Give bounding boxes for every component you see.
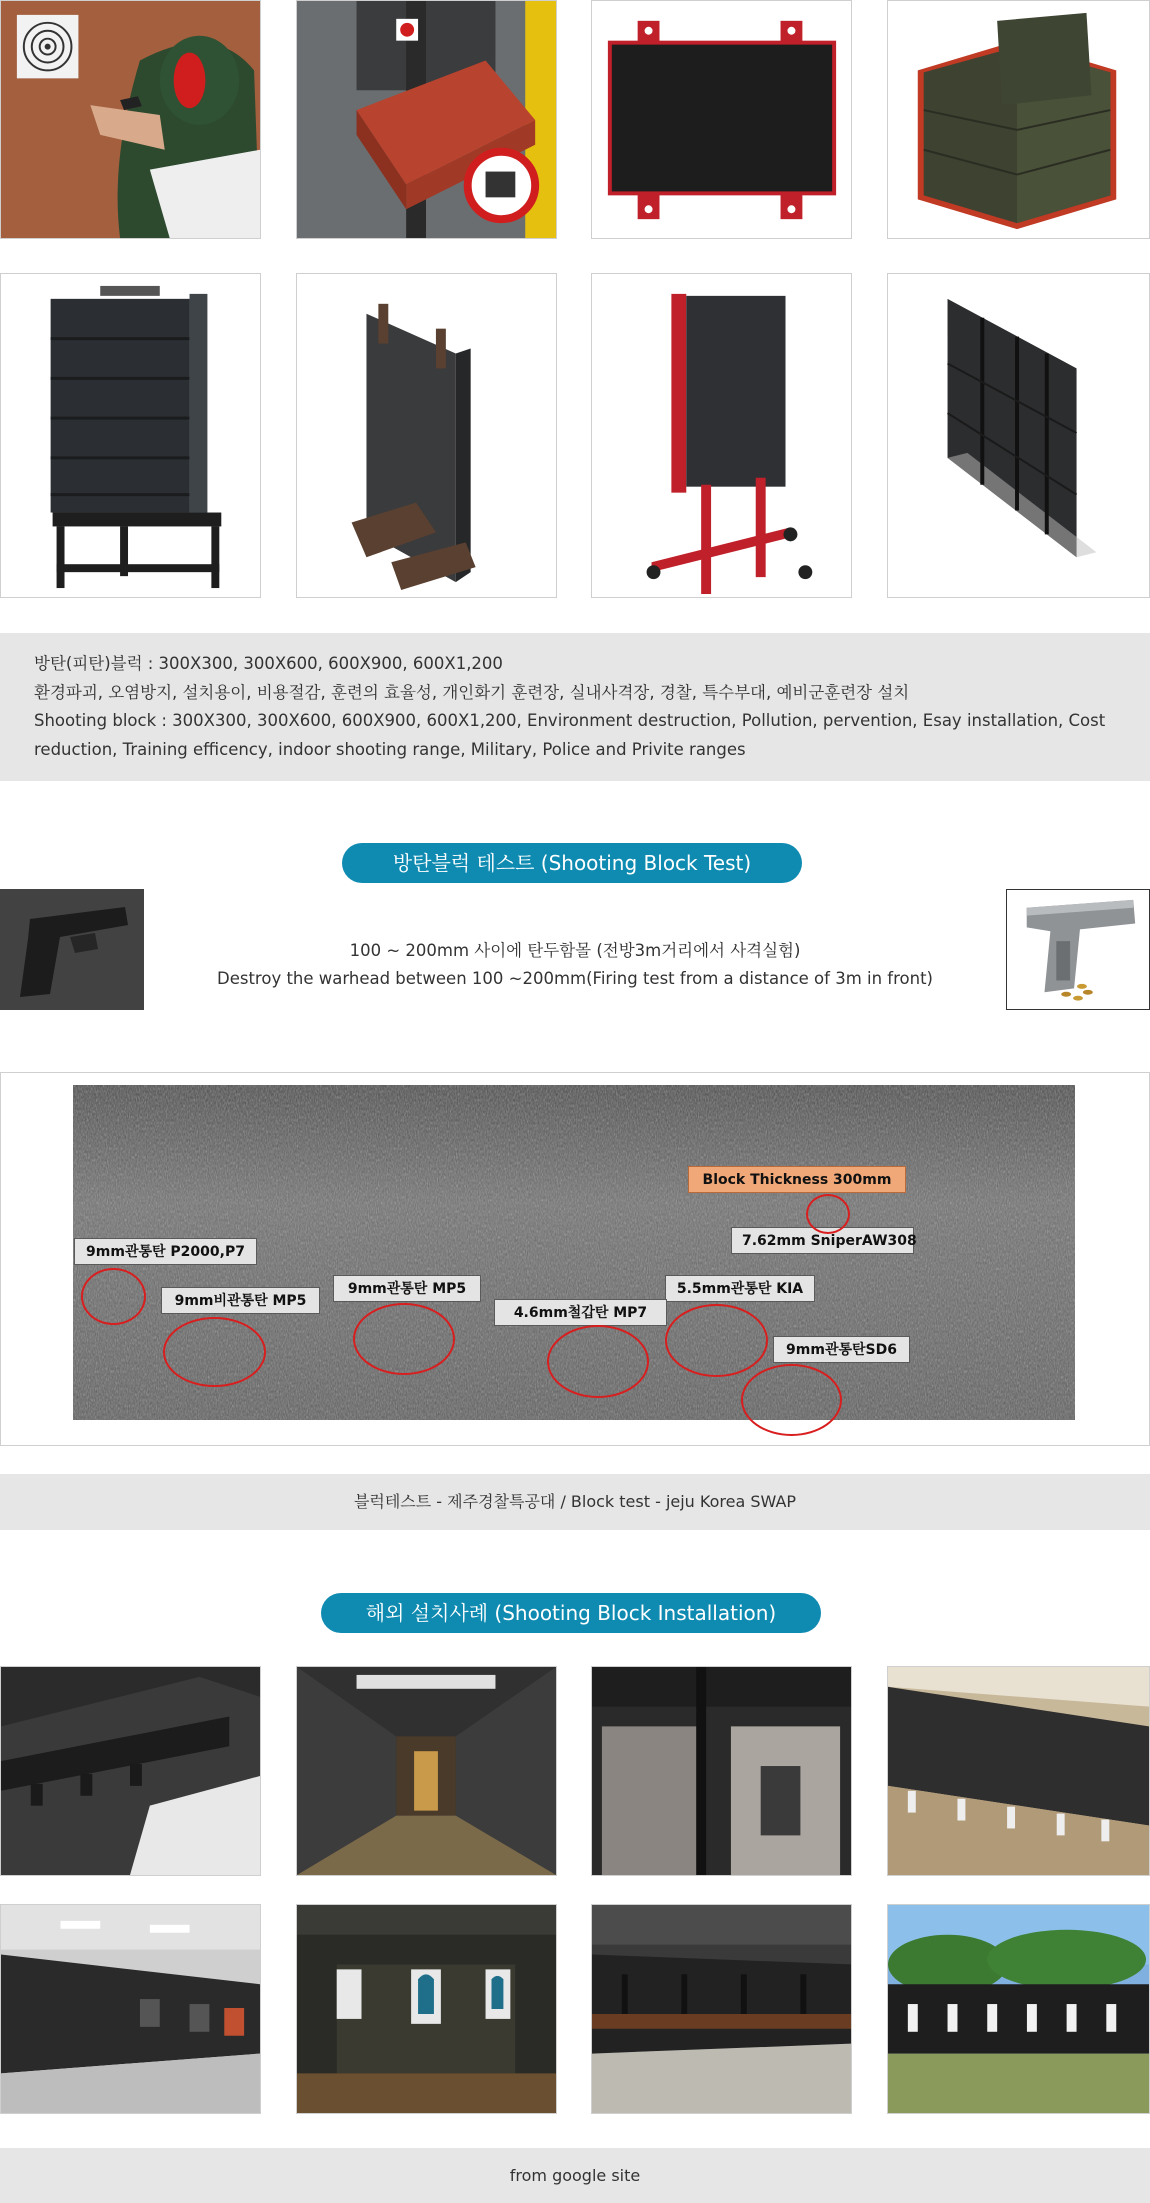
block-wall-row-photo [887,273,1150,598]
impact-circle-sniper [806,1194,850,1234]
pistol-bullets-photo [1006,889,1150,1010]
impact-circle-mp5-nonpen [163,1317,266,1387]
installation-photo-2 [296,1666,557,1876]
pistol-photo-left [0,889,144,1010]
red-frame-block-stand-photo [591,273,852,598]
impact-circle-mp5 [353,1303,455,1375]
installation-photo-6 [296,1904,557,2114]
block-stand-photo [0,273,261,598]
info-features-ko: 환경파괴, 오염방지, 설치용이, 비용절감, 훈련의 효율성, 개인화기 훈련장, 실내사격장, 경찰, 특수부대, 예비군훈련장 설치 [34,682,910,702]
mp5-penetrating-label: 9mm관통탄 MP5 [333,1275,481,1302]
test-section-title: 방탄블럭 테스트 (Shooting Block Test) [342,843,802,883]
test-desc-en: Destroy the warhead between 100 ~200mm(Firing test from a distance of 3m in front) [217,969,933,988]
mp5-nonpenetrating-label: 9mm비관통탄 MP5 [161,1287,320,1314]
installation-photo-8 [887,1904,1150,2114]
shooter-range-photo [0,0,261,239]
p2000-p7-label: 9mm관통탄 P2000,P7 [74,1238,257,1265]
installation-photo-1 [0,1666,261,1876]
impact-circle-sd6 [741,1364,842,1436]
kia-label: 5.5mm관통탄 KIA [665,1275,815,1302]
black-block-panel-photo [591,0,852,239]
info-features-en: Shooting block : 300X300, 300X600, 600X900, 600X1,200, Environment destruction, Pollution, pervention, Esay installation, Cost reduction, Training efficency, indoor shooting range, Military, Police and Privite ranges [34,711,1106,759]
impact-circle-mp7 [547,1325,649,1398]
stacked-block-photo [887,0,1150,239]
product-info-box [0,633,1150,781]
installation-photo-3 [591,1666,852,1876]
installation-section-title: 해외 설치사례 (Shooting Block Installation) [321,1593,821,1633]
info-sizes-ko: 방탄(피탄)블럭 : 300X300, 300X600, 600X900, 600X1,200 [34,654,503,673]
mp7-label: 4.6mm철갑탄 MP7 [494,1299,667,1326]
sniper-aw308-label: 7.62mm SniperAW308 [731,1227,914,1254]
block-thickness-label: Block Thickness 300mm [688,1166,906,1193]
installation-photo-4 [887,1666,1150,1876]
test-desc-ko: 100 ~ 200mm 사이에 탄두함몰 (전방3m거리에서 사격실험) [349,941,801,960]
impact-circle-p2000 [81,1268,146,1325]
single-block-wall-photo [296,273,557,598]
installation-photo-5 [0,1904,261,2114]
forklift-rubber-block-photo [296,0,557,239]
installation-photo-7 [591,1904,852,2114]
installation-caption: from google site [0,2148,1150,2203]
impact-circle-kia [665,1304,768,1377]
sd6-label: 9mm관통탄SD6 [773,1336,910,1363]
block-test-caption: 블럭테스트 - 제주경찰특공대 / Block test - jeju Korea SWAP [0,1474,1150,1530]
